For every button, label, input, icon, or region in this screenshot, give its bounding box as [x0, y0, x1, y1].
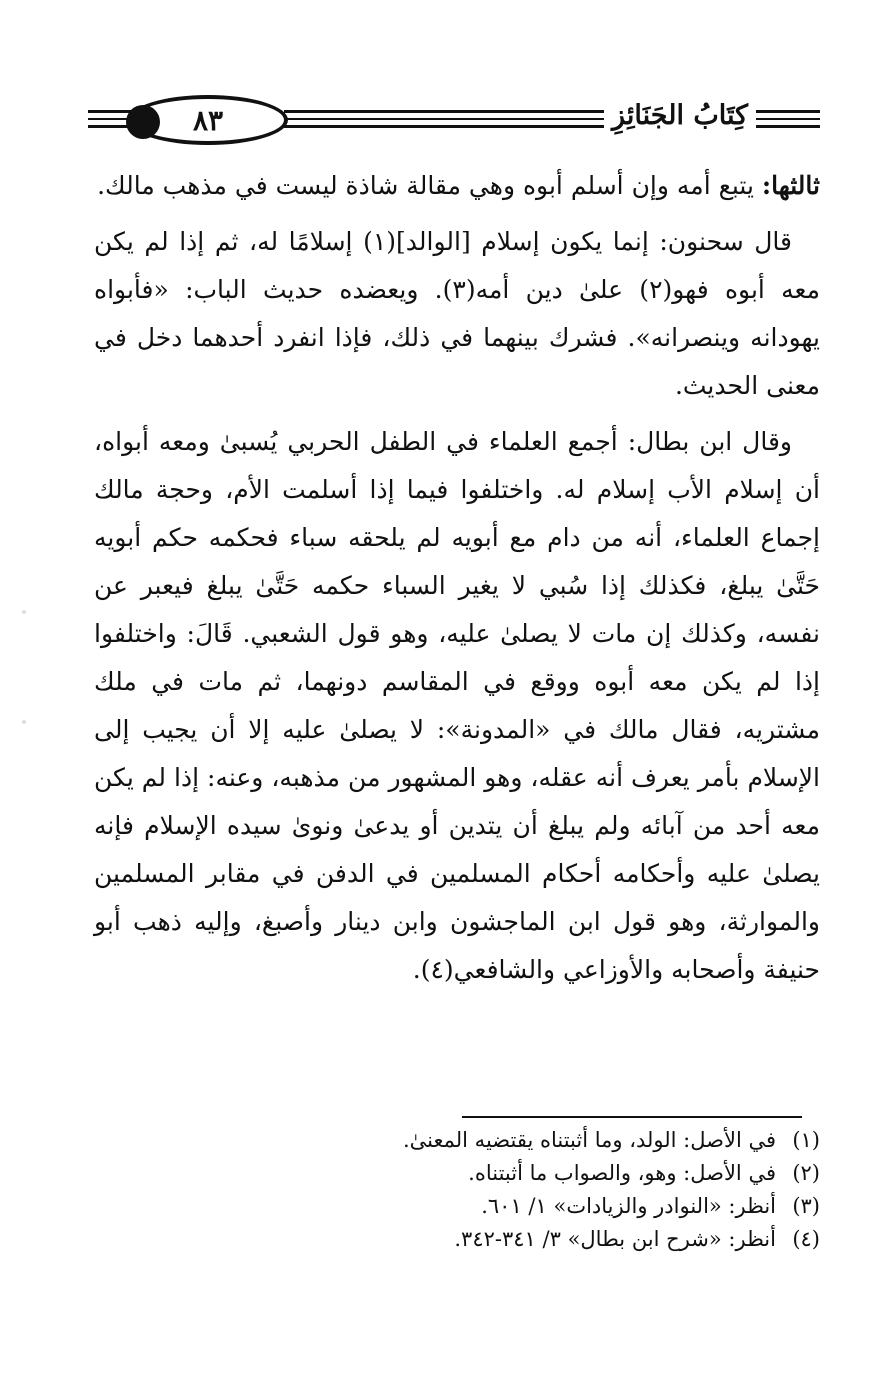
paragraph-lead: ثالثها:	[761, 171, 820, 200]
paragraph	[94, 418, 820, 994]
footnote-number: (٣)	[792, 1194, 820, 1218]
footnote-text: في الأصل: الولد، وما أثبتناه يقتضيه المعنىٰ.	[402, 1128, 776, 1152]
footnote-divider	[462, 1116, 802, 1118]
page-number: ٨٣	[192, 103, 224, 137]
running-title: كِتَابُ الجَنَائِزِ	[604, 100, 756, 131]
footnote	[94, 1124, 820, 1157]
page-header	[88, 92, 820, 150]
footnote-number: (٤)	[792, 1227, 820, 1251]
paragraph	[94, 218, 820, 410]
paragraph-text: وقال ابن بطال: أجمع العلماء في الطفل الحربي يُسبىٰ ومعه أبواه، أن إسلام الأب إسلام له. واختلفوا فيما إذا أسلمت الأم، وحجة مالك إجماع العلماء، أنه من دام مع أبويه لم يلحقه سباء فحكمه حكم أبويه حَتَّىٰ يبلغ، فكذلك إذا سُبي لا يغير السباء حكمه حَتَّىٰ يبلغ فيعبر عن نفسه، وكذلك إن مات لا يصلىٰ عليه، وهو قول الشعبي. قَالَ: واختلفوا إذا لم يكن معه أبوه ووقع في المقاسم دونهما، ثم مات في ملك مشتريه، فقال مالك في «المدونة»: لا يصلىٰ عليه إلا أن يجيب إلى الإسلام بأمر يعرف أنه عقله، وهو المشهور من مذهبه، وعنه: إذا لم يكن معه أحد من آبائه ولم يبلغ أن يتدين أو يدعىٰ ونوىٰ سيده الإسلام فإنه يصلىٰ عليه وأحكامه أحكام المسلمين في الدفن في مقابر المسلمين والموارثة، وهو قول ابن الماجشون وابن دينار وأصبغ، وإليه ذهب أبو حنيفة وأصحابه والأوزاعي والشافعي(٤).	[94, 427, 820, 984]
footnote-number: (١)	[792, 1128, 820, 1152]
footnote-number: (٢)	[792, 1161, 820, 1185]
margin-mark	[22, 610, 26, 614]
footnote-text: في الأصل: وهو، والصواب ما أثبتناه.	[468, 1161, 776, 1185]
paragraph	[94, 162, 820, 210]
footnote	[94, 1223, 820, 1256]
paragraph-text: يتبع أمه وإن أسلم أبوه وهي مقالة شاذة ليست في مذهب مالك.	[97, 171, 762, 200]
badge-ornament-icon	[126, 105, 160, 139]
paragraph-text: قال سحنون: إنما يكون إسلام [الوالد](١) إسلامًا له، ثم إذا لم يكن معه أبوه فهو(٢) علىٰ دين أمه(٣). ويعضده حديث الباب: «فأبواه يهودانه وينصرانه». فشرك بينهما في ذلك، فإذا انفرد أحدهما دخل في معنى الحديث.	[94, 227, 820, 400]
footnote	[94, 1190, 820, 1223]
main-text	[94, 162, 820, 1002]
margin-mark	[22, 720, 26, 724]
page-number-badge	[128, 95, 288, 145]
footnote-text: أنظر: «شرح ابن بطال» ٣/ ٣٤١-٣٤٢.	[454, 1227, 776, 1251]
footnote	[94, 1157, 820, 1190]
footnotes	[94, 1124, 820, 1256]
footnote-text: أنظر: «النوادر والزيادات» ١/ ٦٠١.	[481, 1194, 776, 1218]
